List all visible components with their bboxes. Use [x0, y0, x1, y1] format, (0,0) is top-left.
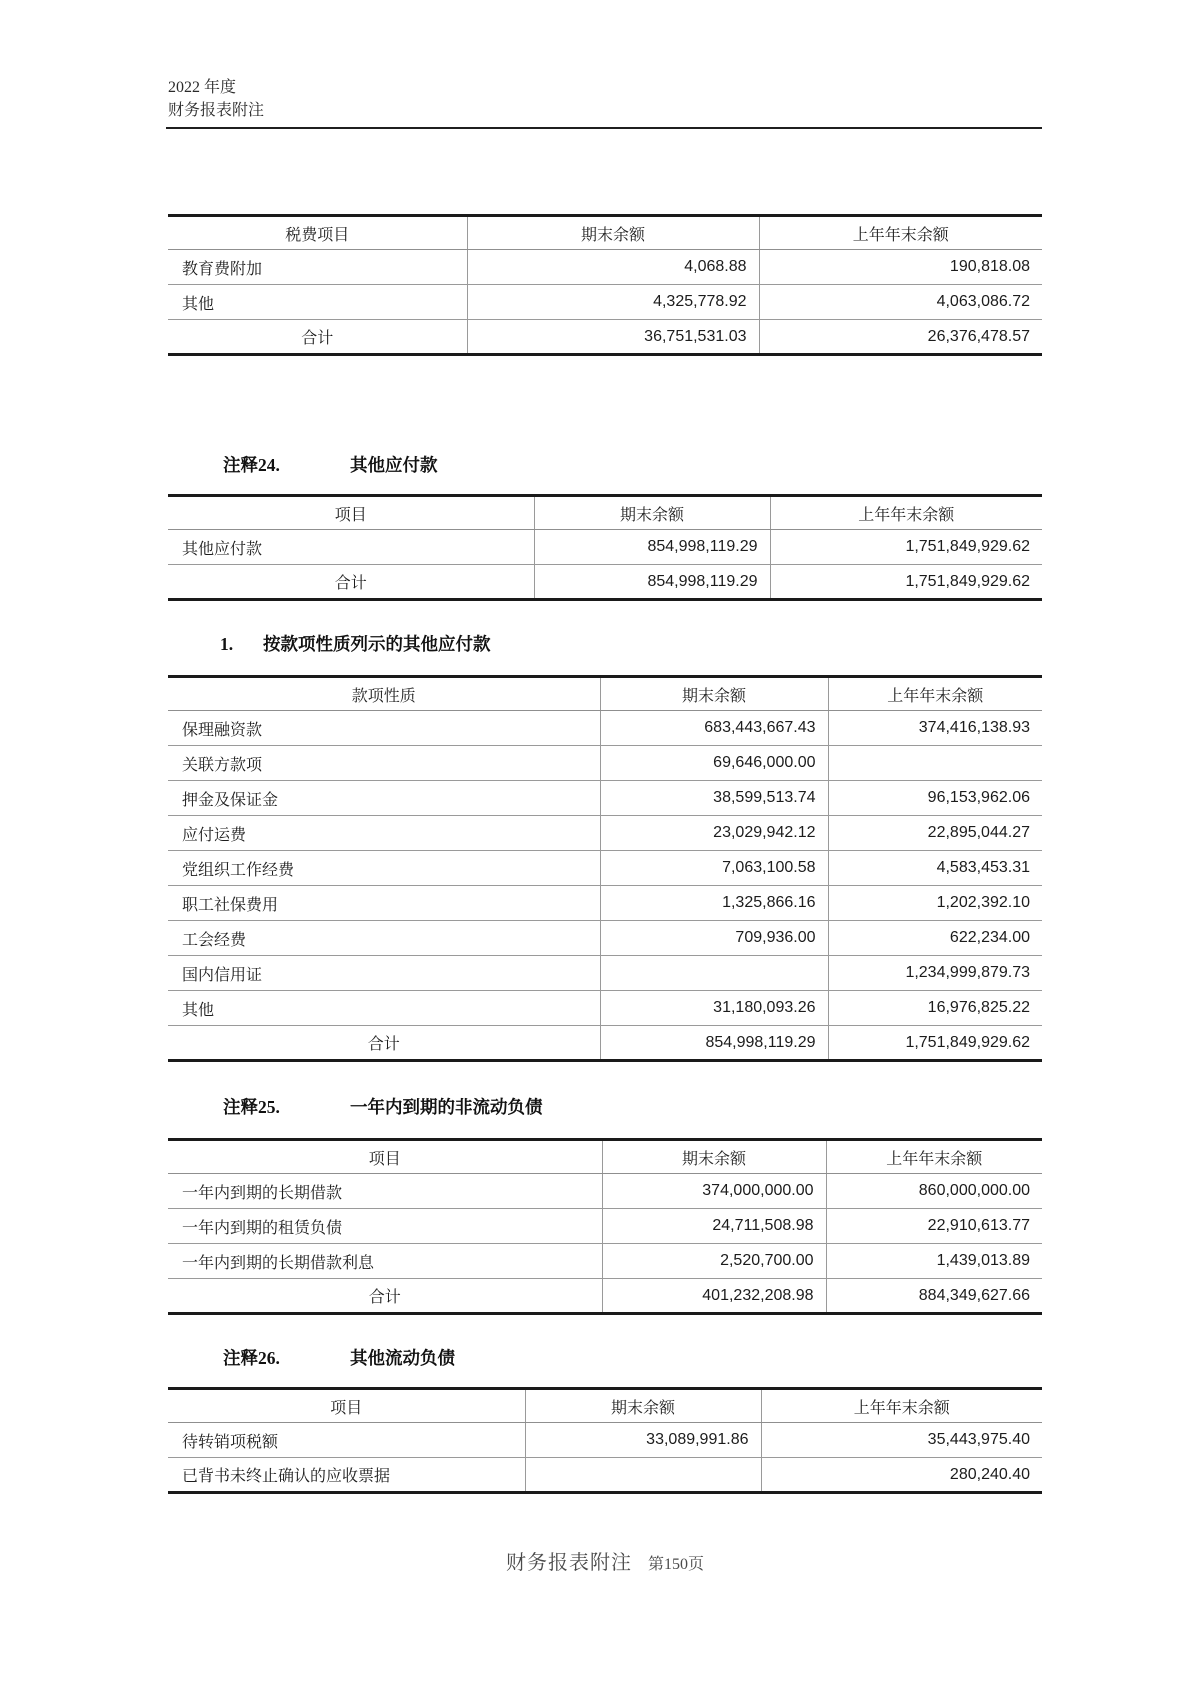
prior-balance-cell: 16,976,825.22	[828, 991, 1042, 1026]
header-year: 2022 年度	[168, 79, 237, 96]
column-header-item: 项目	[168, 496, 534, 530]
prior-balance-cell: 1,439,013.89	[826, 1244, 1042, 1279]
current-balance-cell: 4,325,778.92	[467, 285, 759, 320]
column-header-prior: 上年年末余额	[826, 1140, 1042, 1174]
note26-heading	[168, 1345, 1042, 1371]
table-header-row	[168, 677, 1042, 711]
note25-title: 一年内到期的非流动负债	[350, 1097, 543, 1117]
column-header-item: 项目	[168, 1389, 525, 1423]
column-header-current: 期末余额	[600, 677, 828, 711]
row-label: 保理融资款	[182, 721, 263, 739]
current-balance-cell	[525, 1458, 761, 1493]
column-header-prior: 上年年末余额	[770, 496, 1042, 530]
row-label: 其他	[168, 285, 467, 320]
table-header-row	[168, 496, 1042, 530]
other-payables-table	[168, 494, 1042, 601]
table-row	[168, 530, 1042, 565]
table-row	[168, 1423, 1042, 1458]
prior-balance-cell: 622,234.00	[828, 921, 1042, 956]
row-label: 国内信用证	[168, 956, 600, 991]
header-rule	[166, 127, 1042, 129]
total-label: 合计	[168, 320, 467, 355]
table-row	[168, 250, 1042, 285]
prior-balance-cell: 860,000,000.00	[826, 1174, 1042, 1209]
column-header-prior: 上年年末余额	[759, 216, 1042, 250]
table-row	[168, 816, 1042, 851]
column-header-prior: 上年年末余额	[761, 1389, 1042, 1423]
prior-balance-cell: 1,234,999,879.73	[828, 956, 1042, 991]
prior-balance-cell: 374,416,138.93	[828, 711, 1042, 746]
prior-balance-cell: 280,240.40	[761, 1458, 1042, 1493]
column-header-item: 项目	[168, 1140, 602, 1174]
page-content	[168, 214, 1042, 1494]
subsection1-number: 1.	[220, 634, 234, 654]
prior-balance-cell: 4,063,086.72	[759, 285, 1042, 320]
current-balance-cell: 24,711,508.98	[602, 1209, 826, 1244]
note24-heading	[168, 452, 1042, 478]
prior-balance-cell: 884,349,627.66	[826, 1279, 1042, 1314]
column-header-prior: 上年年末余额	[828, 677, 1042, 711]
prior-balance-cell: 22,910,613.77	[826, 1209, 1042, 1244]
table-header-row	[168, 1389, 1042, 1423]
other-payables-by-nature-table	[168, 675, 1042, 1062]
total-row	[168, 1279, 1042, 1314]
total-row	[168, 565, 1042, 600]
table-row	[168, 991, 1042, 1026]
noncurrent-due-within-one-year-table	[168, 1138, 1042, 1315]
table-header-row	[168, 1140, 1042, 1174]
total-label: 合计	[168, 565, 534, 600]
table-row	[168, 956, 1042, 991]
footer-page-number: 第150页	[647, 1556, 704, 1573]
row-label: 其他应付款	[182, 540, 263, 558]
note25-number: 注释25.	[223, 1097, 280, 1117]
current-balance-cell: 33,089,991.86	[525, 1423, 761, 1458]
table-row	[168, 1209, 1042, 1244]
row-label: 一年内到期的长期借款利息	[168, 1244, 602, 1279]
subsection1-heading	[168, 631, 1042, 657]
prior-balance-cell: 1,202,392.10	[828, 886, 1042, 921]
column-header-current: 期末余额	[602, 1140, 826, 1174]
current-balance-cell: 1,325,866.16	[600, 886, 828, 921]
page-footer	[168, 1546, 1042, 1575]
total-row	[168, 1026, 1042, 1061]
table-row	[168, 711, 1042, 746]
current-balance-cell: 709,936.00	[600, 921, 828, 956]
table-header-row	[168, 216, 1042, 250]
current-balance-cell: 854,998,119.29	[600, 1026, 828, 1061]
prior-balance-cell: 35,443,975.40	[761, 1423, 1042, 1458]
total-row	[168, 320, 1042, 355]
page-header	[168, 0, 1200, 122]
table-row	[168, 1458, 1042, 1493]
row-label: 一年内到期的长期借款	[182, 1184, 343, 1202]
row-label: 已背书未终止确认的应收票据	[168, 1458, 525, 1493]
row-label: 教育费附加	[182, 260, 263, 278]
current-balance-cell	[600, 956, 828, 991]
table-row	[168, 285, 1042, 320]
prior-balance-cell: 1,751,849,929.62	[770, 565, 1042, 600]
current-balance-cell: 4,068.88	[467, 250, 759, 285]
current-balance-cell: 23,029,942.12	[600, 816, 828, 851]
table-row	[168, 781, 1042, 816]
prior-balance-cell: 26,376,478.57	[759, 320, 1042, 355]
table-row	[168, 851, 1042, 886]
current-balance-cell: 683,443,667.43	[600, 711, 828, 746]
current-balance-cell: 36,751,531.03	[467, 320, 759, 355]
subsection1-title: 按款项性质列示的其他应付款	[263, 634, 491, 654]
note26-number: 注释26.	[223, 1348, 280, 1368]
row-label: 党组织工作经费	[168, 851, 600, 886]
column-header-item: 款项性质	[168, 677, 600, 711]
header-doc-title: 财务报表附注	[168, 102, 265, 119]
table-row	[168, 1244, 1042, 1279]
row-label: 工会经费	[168, 921, 600, 956]
column-header-current: 期末余额	[467, 216, 759, 250]
total-label: 合计	[168, 1279, 602, 1314]
row-label: 一年内到期的租赁负债	[168, 1209, 602, 1244]
column-header-current: 期末余额	[534, 496, 770, 530]
current-balance-cell: 38,599,513.74	[600, 781, 828, 816]
current-balance-cell: 374,000,000.00	[602, 1174, 826, 1209]
prior-balance-cell: 4,583,453.31	[828, 851, 1042, 886]
row-label: 其他	[168, 991, 600, 1026]
total-label: 合计	[168, 1026, 600, 1061]
prior-balance-cell: 22,895,044.27	[828, 816, 1042, 851]
column-header-current: 期末余额	[525, 1389, 761, 1423]
other-current-liabilities-table	[168, 1387, 1042, 1494]
prior-balance-cell	[828, 746, 1042, 781]
current-balance-cell: 2,520,700.00	[602, 1244, 826, 1279]
current-balance-cell: 401,232,208.98	[602, 1279, 826, 1314]
note24-number: 注释24.	[223, 455, 280, 475]
current-balance-cell: 7,063,100.58	[600, 851, 828, 886]
row-label: 应付运费	[168, 816, 600, 851]
prior-balance-cell: 1,751,849,929.62	[770, 530, 1042, 565]
row-label: 关联方款项	[168, 746, 600, 781]
table-row	[168, 921, 1042, 956]
tax-surcharge-table	[168, 214, 1042, 356]
row-label: 押金及保证金	[168, 781, 600, 816]
prior-balance-cell: 1,751,849,929.62	[828, 1026, 1042, 1061]
prior-balance-cell: 190,818.08	[759, 250, 1042, 285]
current-balance-cell: 69,646,000.00	[600, 746, 828, 781]
note25-heading	[168, 1094, 1042, 1120]
column-header-item: 税费项目	[168, 216, 467, 250]
table-row	[168, 1174, 1042, 1209]
prior-balance-cell: 96,153,962.06	[828, 781, 1042, 816]
note26-title: 其他流动负债	[350, 1348, 455, 1368]
table-row	[168, 886, 1042, 921]
note24-title: 其他应付款	[350, 455, 438, 475]
current-balance-cell: 854,998,119.29	[534, 530, 770, 565]
current-balance-cell: 31,180,093.26	[600, 991, 828, 1026]
row-label: 待转销项税额	[182, 1433, 279, 1451]
footer-doc-title: 财务报表附注	[505, 1552, 632, 1574]
row-label: 职工社保费用	[168, 886, 600, 921]
table-row	[168, 746, 1042, 781]
current-balance-cell: 854,998,119.29	[534, 565, 770, 600]
